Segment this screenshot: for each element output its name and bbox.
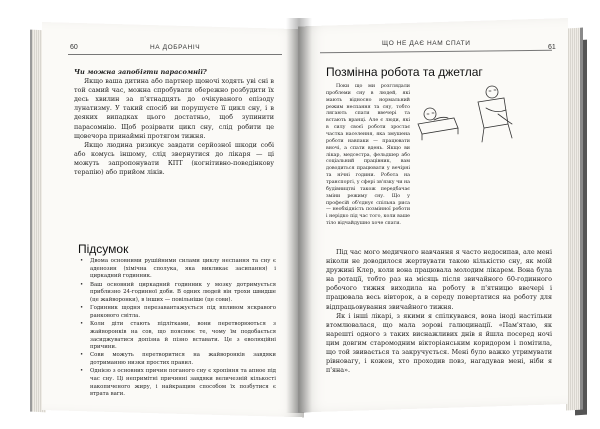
summary-heading: Підсумок xyxy=(78,242,129,256)
book-spine xyxy=(286,18,312,413)
left-page-number: 60 xyxy=(70,44,78,51)
summary-list xyxy=(78,258,276,399)
sleeping-figures-illustration xyxy=(414,84,526,148)
paragraph: Якщо ваша дитина або партнер щоночі ходять уві сні в той самий час, можна спробувати обережно розбудити їх десь хвилин за п'ятнадцять до очікуваного епізоду лунатизму. У такий спосіб ви порушуєте її цикл сну, і в деяких випадках цього достатньо, щоб зупинити парасомнію. Щоб розірвати цикл сну, слід робити це щовечора принаймні протягом тижня. xyxy=(74,77,274,140)
summary-list-block xyxy=(78,258,276,400)
paragraph: Як і інші лікарі, з якими я спілкувався, вона іноді настільки втомлювалася, що мала зорові галюцинації. «Пам'ятаю, як нарешті одного з таких виснажливих днів я йшла посеред ночі цим довгим старомодним вікторіанським коридором і помітила, що той звивається та закручується. Мені було важко утримувати рівновагу, і кожен, хто проходив повз, нагадував мені, ніби я п'яна». xyxy=(326,311,552,375)
right-running-head: ЩО НЕ ДАЄ НАМ СПАТИ xyxy=(382,40,471,47)
left-header-rule xyxy=(68,54,282,55)
left-running-head: НА ДОБРАНІЧ xyxy=(150,44,201,51)
right-page-edges xyxy=(566,28,583,411)
question-heading: Чи можна запобігти парасомнії? xyxy=(74,68,207,76)
paragraph: Поки що ми розглядали проблеми сну в людей, які мають відносно нормальний режим неспання та сну, тобто лягають спати ввечері та встають вранці. Але є люди, які в силу своєї роботи зростає частка населення, яка змушена роботи навпаки — працювати вночі, а спати вдень. Якщо ви лікар, медсестра, фельдшер або соціальний працівник, вам доводиться працювати у вечірні та нічні години. Робота на транспорті, у сфері зв'язку чи на будівництві також передбачає зміни режиму сну. Що у професій об'єднує спільна риса — необхідність позмінної роботи і нерідко під час того, коли ваше тіло відчайдушно хоче спати. xyxy=(326,84,410,227)
left-body-top xyxy=(74,68,274,177)
list-item: • Годинник щодня перезавантажується під впливом яскравого ранкового світла. xyxy=(78,305,276,320)
paragraph: Якщо людина ризикує завдати серйозної шкоди собі або комусь іншому, слід звернутися до лікаря — ці можуть запропонувати КПТ (когнітивно-поведінкову терапію) або прийом ліків. xyxy=(74,140,274,177)
right-body-wrap xyxy=(326,84,410,228)
right-body-lower xyxy=(326,248,552,375)
list-item: • Ваш основний циркадний годинник у мозку дотримується приблизно 24-годинної доби. В одних людей він трохи швидше (це жайворонки), в інших — повільніше (це сови). xyxy=(78,282,276,305)
list-item: • Сови можуть перетворитися на жайворонків завдяки дотриманню низки простих правил. xyxy=(78,352,276,367)
list-item: • Двома основними рушійними силами циклу неспання та сну є аденозин (хімічна сполука, яка викликає засипання) і циркадний годинник. xyxy=(78,258,276,281)
list-item: • Однією з основних причин поганого сну є хропіння та апное під час сну. Ці непримітні причинні завдяки величезній кількості накопиченого жиру, і найкращим способом їх позбутися є втрата ваги. xyxy=(78,368,276,399)
section-heading: Позмінна робота та джетлаг xyxy=(326,65,483,79)
list-item: • Коли діти стають підлітками, вони перетворюються з жайворонків на сов, що пояснює те, чому їм подобається засиджуватися допізна й пізно вставати. Це з еволюційні причини. xyxy=(78,321,276,352)
paragraph: Під час мого медичного навчання я часто недосипав, але мені ніколи не доводилося жертвувати такою кількістю сну, як моїй дружині Клер, коли вона працювала молодим лікарем. Вона була на ротації, тобто раз на місяць після звичайного 60-годинного робочого тижня виходила на роботу в п'ятницю ввечері і працювала весь вівторок, а в середу повертатися на роботу для відпрацьовування звичайного тижня. xyxy=(326,248,552,311)
right-page-number: 61 xyxy=(548,44,556,51)
